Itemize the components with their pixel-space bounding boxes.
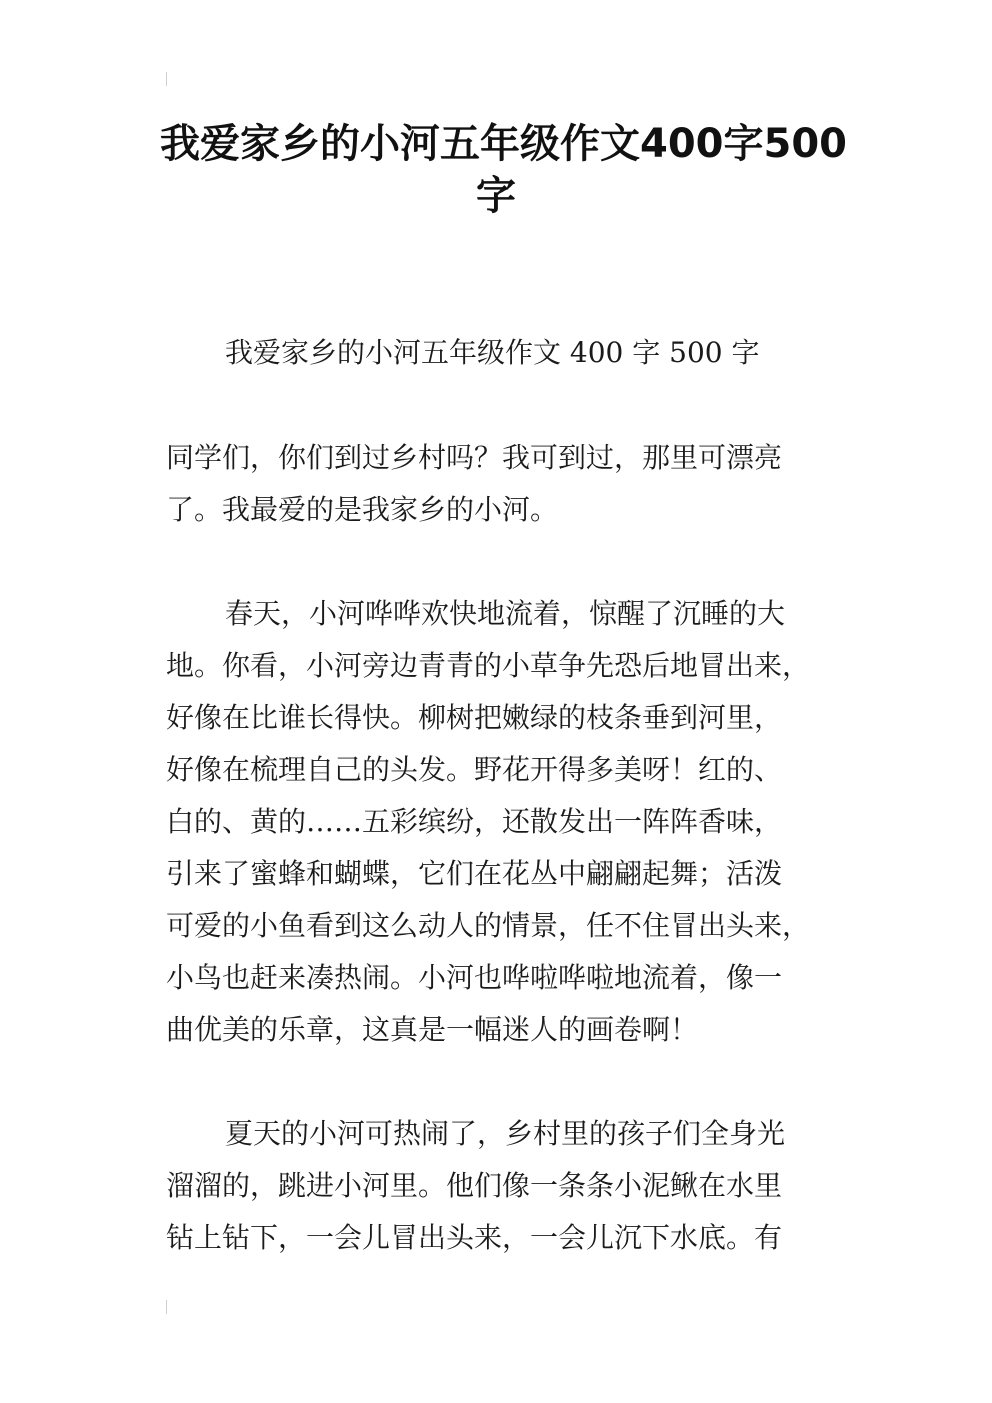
title-line: 我爱家乡的小河五年级作文400字500	[160, 121, 847, 167]
document-subtitle: 我爱家乡的小河五年级作文 400 字 500 字	[225, 336, 760, 369]
paragraph-line: 夏天的小河可热闹了，乡村里的孩子们全身光	[225, 1117, 786, 1150]
page-corner-mark-bottom	[166, 1300, 167, 1314]
paragraph-line: 了。我最爱的是我家乡的小河。	[166, 493, 559, 526]
title-line: 字	[476, 173, 516, 219]
paragraph-line: 小鸟也赶来凑热闹。小河也哗啦哗啦地流着，像一	[166, 961, 783, 994]
paragraph-line: 好像在梳理自己的头发。野花开得多美呀！红的、	[166, 753, 783, 786]
paragraph-line: 溜溜的，跳进小河里。他们像一条条小泥鳅在水里	[166, 1169, 783, 1202]
paragraph-line: 春天，小河哗哗欢快地流着，惊醒了沉睡的大	[225, 597, 786, 630]
paragraph-line: 可爱的小鱼看到这么动人的情景，任不住冒出头来，	[166, 909, 811, 942]
paragraph	[166, 588, 836, 1056]
paragraph-line: 引来了蜜蜂和蝴蝶，它们在花丛中翩翩起舞；活泼	[166, 857, 783, 890]
paragraph-line: 白的、黄的……五彩缤纷，还散发出一阵阵香味，	[166, 805, 783, 838]
document-title	[160, 118, 847, 222]
paragraph-line: 钻上钻下，一会儿冒出头来，一会儿沉下水底。有	[166, 1221, 783, 1254]
page-corner-mark-top	[166, 72, 167, 86]
paragraph-line: 同学们，你们到过乡村吗？我可到过，那里可漂亮	[166, 441, 783, 474]
paragraph-line: 好像在比谁长得快。柳树把嫩绿的枝条垂到河里，	[166, 701, 783, 734]
paragraph	[166, 432, 836, 536]
paragraph-line: 地。你看，小河旁边青青的小草争先恐后地冒出来，	[166, 649, 811, 682]
paragraph-line: 曲优美的乐章，这真是一幅迷人的画卷啊！	[166, 1013, 699, 1046]
paragraph	[166, 1108, 836, 1264]
